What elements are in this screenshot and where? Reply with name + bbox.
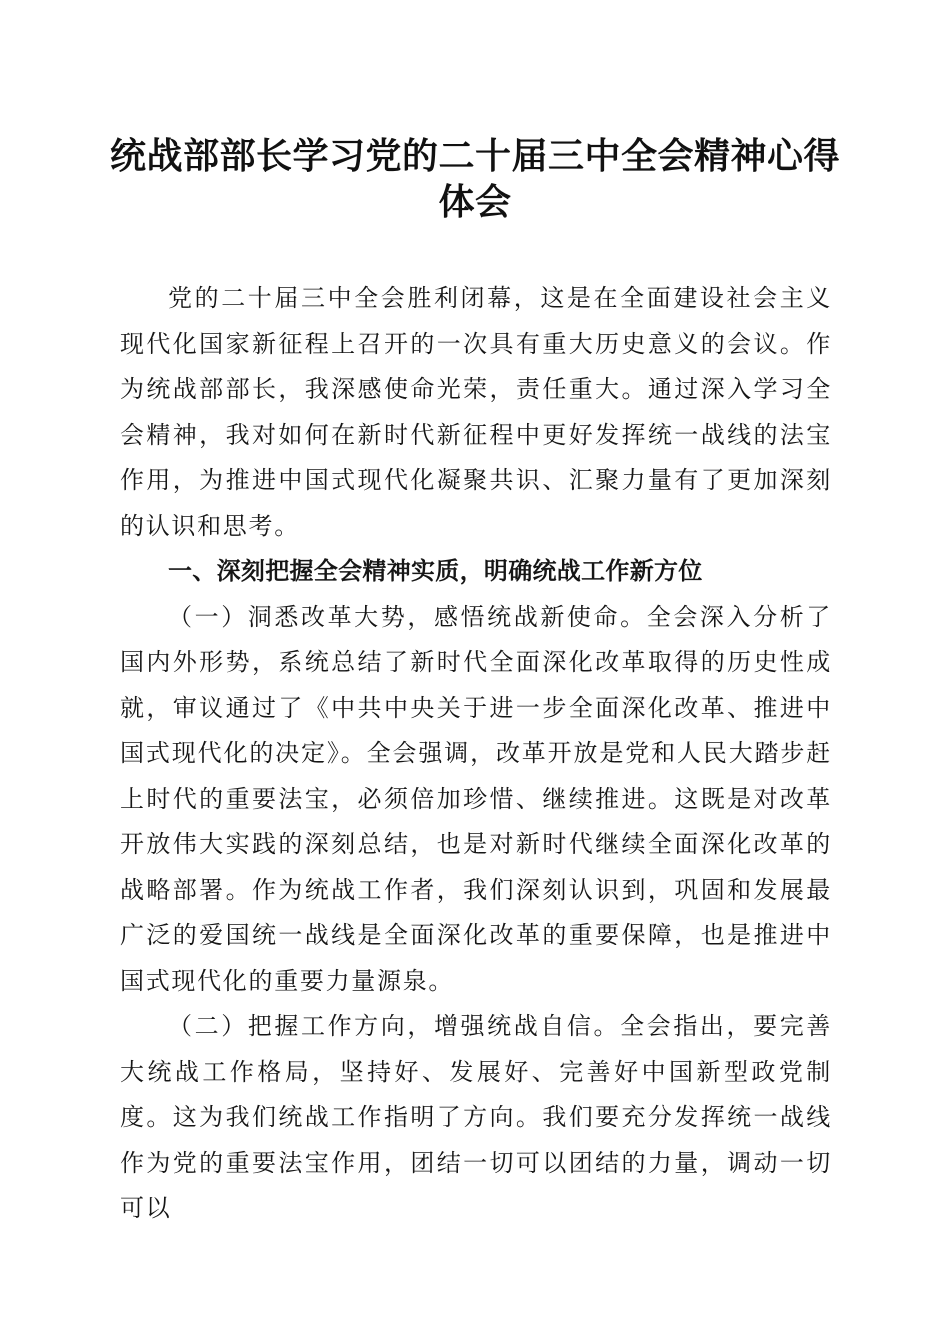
intro-paragraph: 党的二十届三中全会胜利闭幕，这是在全面建设社会主义现代化国家新征程上召开的一次具有重大历史意义的会议。作为统战部部长，我深感使命光荣，责任重大。通过深入学习全会精神，我对如何在新时代新征程中更好发挥统一战线的法宝作用，为推进中国式现代化凝聚共识、汇聚力量有了更加深刻的认识和思考。 — [120, 284, 832, 540]
document-title: 统战部部长学习党的二十届三中全会精神心得体会 — [109, 135, 840, 223]
subsection-paragraph-1: （一）洞悉改革大势，感悟统战新使命。全会深入分析了国内外形势，系统总结了新时代全面深化改革取得的历史性成就，审议通过了《中共中央关于进一步全面深化改革、推进中国式现代化的决定》。全会强调，改革开放是党和人民大踏步赶上时代的重要法宝，必须倍加珍惜、继续推进。这既是对改革开放伟大实践的深刻总结，也是对新时代继续全面深化改革的战略部署。作为统战工作者，我们深刻认识到，巩固和发展最广泛的爱国统一战线是全面深化改革的重要保障，也是推进中国式现代化的重要力量源泉。 — [120, 602, 832, 995]
section-heading-1: 一、深刻把握全会精神实质，明确统战工作新方位 — [168, 557, 703, 585]
document-body — [120, 276, 832, 1232]
subsection-paragraph-2: （二）把握工作方向，增强统战自信。全会指出，要完善大统战工作格局，坚持好、发展好、完善好中国新型政党制度。这为我们统战工作指明了方向。我们要充分发挥统一战线作为党的重要法宝作用，团结一切可以团结的力量，调动一切可以 — [120, 1012, 832, 1222]
